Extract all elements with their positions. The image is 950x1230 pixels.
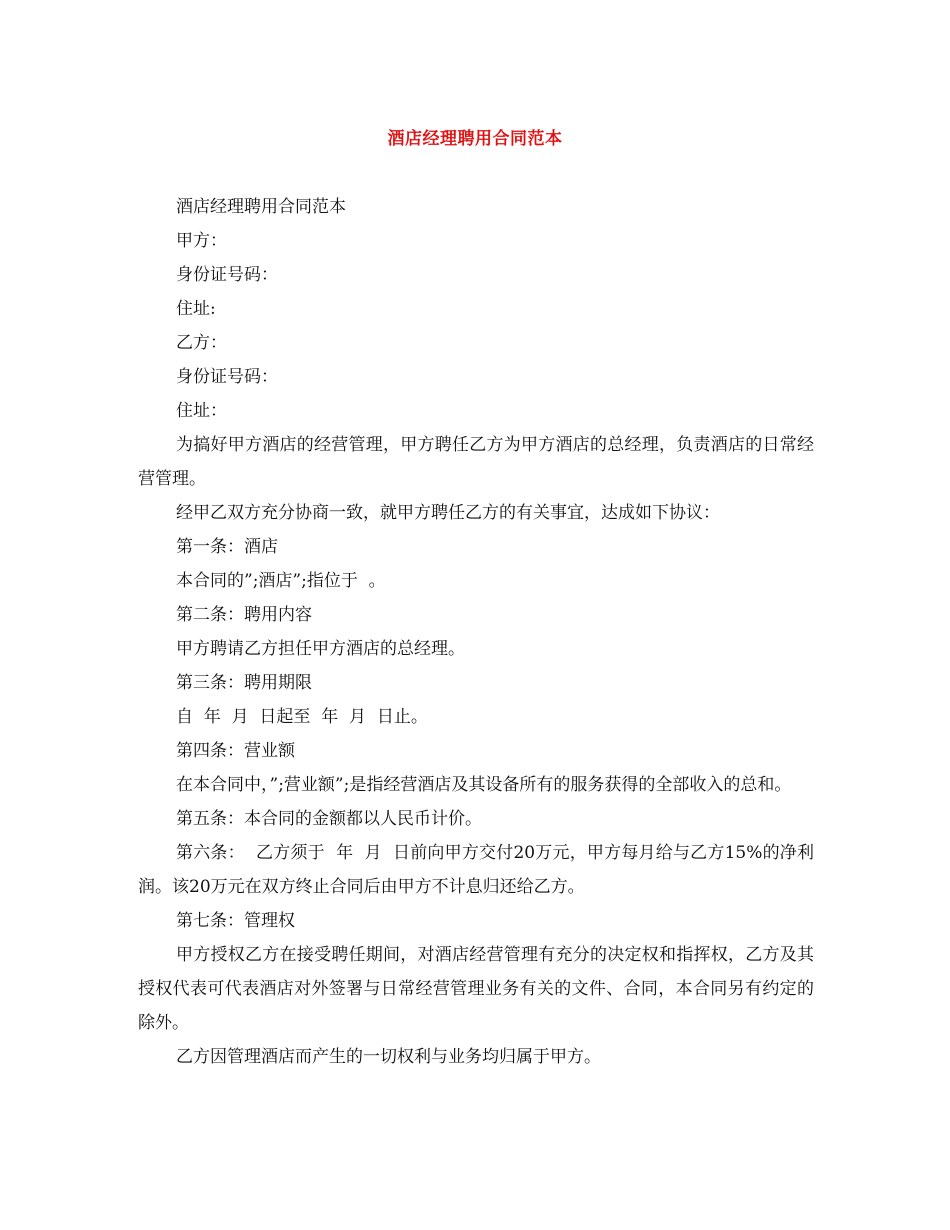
clause-5: 第五条：本合同的金额都以人民币计价。 — [176, 809, 482, 829]
clause-7-body: 甲方授权乙方在接受聘任期间，对酒店经营管理有充分的决定权和指挥权，乙方及其授权代表可代表酒店对外签署与日常经营管理业务有关的文件、合同，本合同另有约定的除外。 — [138, 945, 814, 1033]
clause-7-heading: 第七条：管理权 — [176, 911, 295, 931]
clause-2-heading: 第二条：聘用内容 — [176, 605, 312, 625]
paragraph-subtitle: 酒店经理聘用合同范本 — [176, 197, 346, 217]
paragraph-party-a: 甲方： — [176, 231, 227, 251]
document-body — [138, 190, 814, 1074]
paragraph-party-a-address: 住址: — [176, 299, 216, 319]
clause-3-heading: 第三条：聘用期限 — [176, 673, 312, 693]
paragraph-party-b: 乙方： — [176, 333, 227, 353]
clause-2-body: 甲方聘请乙方担任甲方酒店的总经理。 — [176, 639, 465, 659]
clause-6: 第六条： 乙方须于 年 月 日前向甲方交付20万元，甲方每月给与乙方15%的净利润。该20万元在双方终止合同后由甲方不计息归还给乙方。 — [138, 843, 814, 897]
clause-1-body: 本合同的”;酒店”;指位于 。 — [176, 571, 386, 591]
paragraph-agreement: 经甲乙双方充分协商一致，就甲方聘任乙方的有关事宜，达成如下协议： — [176, 503, 720, 523]
clause-4-heading: 第四条：营业额 — [176, 741, 295, 761]
clause-1-heading: 第一条：酒店 — [176, 537, 278, 557]
paragraph-party-a-id: 身份证号码： — [176, 265, 278, 285]
clause-3-body: 自 年 月 日起至 年 月 日止。 — [176, 707, 428, 727]
paragraph-party-b-address: 住址： — [176, 401, 227, 421]
paragraph-purpose: 为搞好甲方酒店的经营管理，甲方聘任乙方为甲方酒店的总经理，负责酒店的日常经营管理。 — [138, 435, 814, 489]
clause-4-body: 在本合同中，”;营业额”;是指经营酒店及其设备所有的服务获得的全部收入的总和。 — [176, 775, 792, 795]
clause-7-body-2: 乙方因管理酒店而产生的一切权利与业务均归属于甲方。 — [176, 1047, 601, 1067]
document-title: 酒店经理聘用合同范本 — [387, 129, 563, 149]
paragraph-party-b-id: 身份证号码： — [176, 367, 278, 387]
